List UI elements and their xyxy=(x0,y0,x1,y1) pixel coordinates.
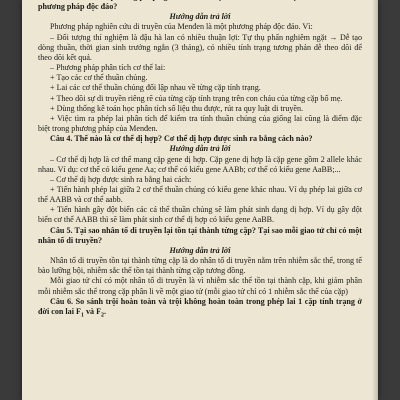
paragraph: Phương pháp nghiên cứu di truyền của Menđen là một phương pháp độc đáo. Vì: xyxy=(50,22,313,32)
paragraph: – Cơ thể dị hợp là cơ thể mang cặp gene dị hợp. Cặp gene dị hợp là cặp gene gồm 2 allele khác nhau. Ví dụ: cơ thể có kiểu gene Aa; cơ thể có kiểu gene AABb; cơ thể có kiểu gene AaBB;... xyxy=(38,154,362,174)
document-page xyxy=(22,0,378,400)
question-3: phương pháp độc đáo? xyxy=(38,2,118,12)
paragraph: + Lai các cơ thể thuần chủng đối lập nhau về từng cặp tính trạng. xyxy=(50,83,261,93)
question-4: Câu 4. Thế nào là cơ thể dị hợp? Cơ thể dị hợp được sinh ra bằng cách nào? xyxy=(50,134,313,144)
question-5: Câu 5. Tại sao nhân tố di truyền lại tồn tại thành từng cặp? Tại sao mỗi giao tử chỉ có một nhân tố di truyền? xyxy=(38,225,362,245)
paragraph: Mỗi giao tử chỉ có một nhân tố di truyền là vì nhiễm sắc thể tồn tại thành cặp, khi giảm phân mỗi nhiễm sắc thể trong cặp phân li về một giao tử (mỗi giao tử chỉ có 1 nhiễm sắc thể của cặp) xyxy=(38,276,362,296)
paragraph: + Tiến hành gây đột biến các cá thể thuần chủng sẽ làm phát sinh dạng dị hợp. Ví dụ gây đột biến cơ thể AABB thì sẽ làm phát sinh cơ thể dị hợp có kiểu gene AaBB. xyxy=(38,205,362,225)
question-6: Câu 6. So sánh trội hoàn toàn và trội không hoàn toàn trong phép lai 1 cặp tính trạng ở đời con lai $F_1$ và $F_2$. xyxy=(38,296,362,319)
paragraph: + Dùng thống kê toán học phân tích số liệu thu được, rút ra quy luật di truyền. xyxy=(50,103,304,113)
paragraph: + Việc tìm ra phép lai phân tích để kiểm tra tính thuần chủng của giống lai cũng là điểm đặc biệt trong phương pháp của Menđen. xyxy=(38,113,362,134)
paragraph: + Theo dõi sự di truyền riêng rẽ của từng cặp tính trạng trên con cháu của từng cặp bố mẹ. xyxy=(50,93,343,103)
answer-heading: Hướng dẫn trả lời xyxy=(169,12,231,22)
paragraph: + Tiến hành phép lai giữa 2 cơ thể thuần chủng có kiểu gene khác nhau. Ví dụ phép lai giữa cơ thể AABB và cơ thể aabb. xyxy=(38,184,362,205)
paragraph: – Đối tượng thí nghiệm là đậu hà lan có nhiều thuận lợi: Tự thụ phấn nghiêm ngặt → Dễ tạo dòng thuần, thời gian sinh trưởng ngắn (3 tháng), có nhiều tính trạng tương phản dễ theo dõi để theo dõi kết quả. xyxy=(38,32,362,62)
answer-heading: Hướng dẫn trả lời xyxy=(169,245,231,255)
paragraph: – Phương pháp phân tích cơ thể lai: xyxy=(50,63,166,73)
page-edge-shadow xyxy=(372,0,378,400)
page-content xyxy=(38,0,362,317)
paragraph: + Tạo các cơ thể thuần chủng. xyxy=(50,73,148,83)
paragraph: – Cơ thể dị hợp được sinh ra bằng hai cách: xyxy=(50,174,192,184)
paragraph: Nhân tố di truyền tồn tại thành từng cặp là do nhân tố di truyền nằm trên nhiễm sắc thể, trong tế bào lưỡng bội, nhiễm sắc thể tồn tại thành từng cặp tương đồng. xyxy=(38,256,362,276)
answer-heading: Hướng dẫn trả lời xyxy=(169,144,231,154)
